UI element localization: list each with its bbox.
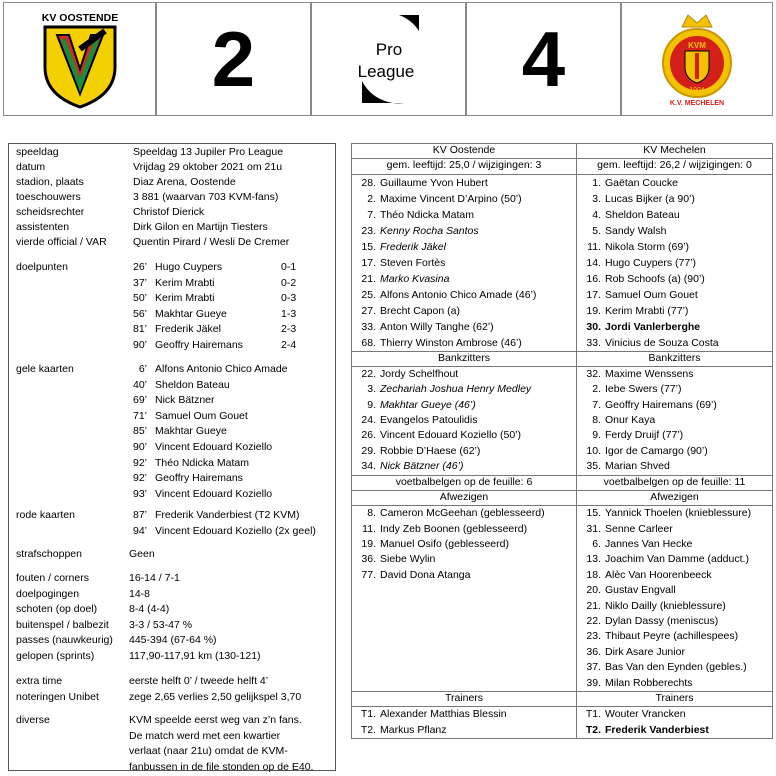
list-item: 2. Iebe Swers (77’): [592, 383, 682, 396]
stat-label: buitenspel / balbezit: [16, 618, 109, 631]
list-item: 14. Hugo Cuypers (77’): [586, 256, 697, 269]
yellow-minute: 93’: [132, 487, 147, 500]
list-item: 1. Gaëtan Coucke: [592, 176, 678, 189]
yellow-player: Alfons Antonio Chico Amade: [155, 363, 288, 375]
yellow-player: Nick Bätzner: [155, 394, 215, 407]
goal-player: Hugo Cuypers: [155, 261, 223, 273]
list-item: 21. Niklo Dailly (knieblessure): [586, 599, 726, 612]
extra-value: eerste helft 0’ / tweede helft 4’: [129, 675, 269, 687]
list-item: 22. Jordy Schelfhout: [361, 367, 459, 380]
away-bench-title: Bankzitters: [577, 351, 773, 366]
list-item: 36. Dirk Asare Junior: [586, 645, 685, 658]
list-item: 7. Geoffry Hairemans (69’): [592, 398, 717, 411]
list-item: 36. Siebe Wylin: [361, 553, 436, 566]
list-item: 30. Jordi Vanlerberghe: [586, 320, 701, 333]
list-item: 33. Vinicius de Souza Costa: [586, 336, 719, 349]
home-age-info: gem. leeftijd: 25,0 / wijzigingen: 3: [352, 159, 577, 174]
list-item: 23. Thibaut Peyre (achillespees): [586, 630, 739, 643]
yellow-minute: 6’: [138, 363, 147, 375]
list-item: 20. Gustav Engvall: [586, 584, 676, 597]
goal-minute: 90’: [132, 339, 147, 351]
away-starters: [577, 174, 773, 351]
yellow-player: Sheldon Bateau: [155, 378, 230, 391]
info-label: assistenten: [16, 221, 70, 233]
list-item: 2. Maxime Vincent D’Arpino (50’): [367, 192, 522, 205]
home-eligible: voetbalbelgen op de feuille: 6: [352, 475, 577, 490]
stat-label: fouten / corners: [16, 572, 89, 584]
yellow-player: Vincent Edouard Koziello: [155, 487, 273, 500]
goal-score: 0-3: [281, 292, 297, 305]
diverse-text: verlaat (naar 21u) omdat de KVM-: [129, 745, 288, 758]
goal-player: Geoffry Hairemans: [155, 339, 243, 351]
away-logo-box: [621, 2, 773, 116]
list-item: 28. Guillaume Yvon Hubert: [361, 176, 488, 189]
list-item: 17. Samuel Oum Gouet: [586, 288, 698, 301]
goal-player: Kerim Mrabti: [155, 276, 215, 289]
yellow-minute: 92’: [132, 472, 147, 485]
list-item: 10. Igor de Camargo (90’): [586, 444, 708, 457]
home-team-name: KV Oostende: [352, 144, 577, 159]
list-item: 27. Brecht Capon (a): [361, 304, 460, 317]
list-item: 35. Marian Shved: [586, 460, 670, 473]
stat-label: doelpogingen: [16, 587, 80, 600]
yellow-label: gele kaarten: [16, 363, 74, 375]
list-item: 18. Alèc Van Hoorenbeeck: [586, 568, 712, 581]
yellow-minute: 40’: [132, 378, 147, 391]
home-trainers: [352, 707, 577, 739]
goals-label: doelpunten: [16, 261, 68, 273]
home-score: 2: [211, 14, 256, 103]
list-item: 29. Robbie D’Haese (62’): [361, 444, 481, 457]
goal-player: Kerim Mrabti: [155, 292, 215, 305]
list-item: 8. Onur Kaya: [592, 414, 656, 427]
info-value: Dirk Gilon en Martijn Tiesters: [133, 221, 268, 233]
info-label: speeldag: [16, 146, 59, 158]
away-logo-year: 1904: [689, 87, 705, 94]
yellow-minute: 92’: [132, 456, 147, 469]
info-label: vierde official / VAR: [16, 236, 107, 248]
list-item: 68. Thierry Winston Ambrose (46’): [361, 336, 522, 349]
yellow-minute: 71’: [132, 409, 147, 422]
info-value: 3 881 (waarvan 703 KVM-fans): [133, 191, 279, 203]
list-item: 13. Joachim Van Damme (adduct.): [586, 553, 749, 566]
diverse-label: diverse: [16, 714, 50, 726]
diverse-text: KVM speelde eerst weg van z’n fans.: [129, 714, 302, 726]
list-item: 15. Yannick Thoelen (knieblessure): [586, 507, 752, 520]
list-item: T1. Alexander Matthias Blessin: [360, 708, 507, 721]
list-item: 37. Bas Van den Eynden (gebles.): [586, 661, 747, 674]
info-value: Speeldag 13 Jupiler Pro League: [133, 146, 284, 158]
away-score-box: [466, 2, 621, 116]
diverse-text: De match werd met een kwartier: [129, 729, 281, 742]
pro-league-logo: [334, 11, 444, 107]
away-score: 4: [521, 14, 566, 103]
goal-minute: 56’: [132, 307, 147, 320]
list-item: 7. Théo Ndicka Matam: [367, 208, 474, 221]
red-player: Vincent Edouard Koziello (2x geel): [155, 524, 316, 537]
yellow-player: Théo Ndicka Matam: [155, 456, 249, 469]
list-item: 6. Jannes Van Hecke: [592, 538, 693, 550]
away-age-info: gem. leeftijd: 26,2 / wijzigingen: 0: [577, 159, 773, 174]
list-item: 32. Maxime Wenssens: [586, 367, 694, 380]
list-item: 4. Sheldon Bateau: [592, 208, 680, 221]
info-value: Vrijdag 29 oktober 2021 om 21u: [133, 161, 283, 173]
goal-minute: 26’: [132, 261, 147, 273]
goal-player: Makhtar Gueye: [155, 307, 227, 320]
league-line2: League: [357, 62, 414, 81]
goal-minute: 37’: [132, 276, 147, 289]
list-item: 77. David Dona Atanga: [361, 568, 471, 581]
yellow-player: Geoffry Hairemans: [155, 472, 243, 485]
diverse-text: fanbussen in de file stonden op de E40.: [129, 760, 314, 773]
kv-mechelen-logo: [652, 9, 742, 109]
goal-score: 2-4: [281, 339, 297, 351]
red-label: rode kaarten: [16, 509, 75, 521]
info-label: scheidsrechter: [16, 206, 85, 218]
stat-label: passes (nauwkeurig): [16, 634, 113, 647]
yellow-player: Vincent Edouard Koziello: [155, 441, 273, 453]
stat-value: 445-394 (67-64 %): [129, 634, 217, 647]
list-item: 3. Zechariah Joshua Henry Medley: [367, 383, 532, 396]
red-minute: 87’: [132, 509, 147, 521]
info-value: Quentin Pirard / Wesli De Cremer: [133, 236, 290, 248]
home-absent-title: Afwezigen: [352, 490, 577, 505]
list-item: 39. Milan Robberechts: [586, 676, 693, 689]
away-absent-title: Afwezigen: [577, 490, 773, 505]
stat-value: 14-8: [129, 587, 151, 600]
penalties-label: strafschoppen: [16, 548, 82, 560]
away-absent: [577, 506, 773, 692]
away-trainers: [577, 707, 773, 739]
list-item: 9. Makhtar Gueye (46’): [367, 398, 476, 411]
list-item: 23. Kenny Rocha Santos: [361, 224, 479, 237]
list-item: 3. Lucas Bijker (a 90’): [592, 192, 695, 205]
list-item: 19. Manuel Osifo (geblesseerd): [361, 538, 509, 550]
match-info-panel: [8, 143, 336, 771]
home-starters: [352, 174, 577, 351]
home-logo-text: KV OOSTENDE: [41, 12, 118, 24]
list-item: 25. Alfons Antonio Chico Amade (46’): [361, 288, 537, 301]
stat-label: gelopen (sprints): [16, 650, 95, 662]
home-score-box: [156, 2, 311, 116]
stat-value: 8-4 (4-4): [129, 603, 170, 616]
list-item: 16. Rob Schoofs (a) (90’): [586, 272, 705, 285]
list-item: T2. Frederik Vanderbiest: [585, 723, 709, 736]
list-item: 33. Anton Willy Tanghe (62’): [361, 320, 494, 333]
list-item: 5. Sandy Walsh: [592, 224, 667, 237]
list-item: 24. Evangelos Patoulidis: [361, 414, 478, 427]
info-label: stadion, plaats: [16, 176, 84, 188]
away-eligible: voetbalbelgen op de feuille: 11: [577, 475, 773, 490]
away-team-name: KV Mechelen: [577, 144, 773, 159]
list-item: T1. Wouter Vrancken: [585, 708, 686, 721]
list-item: 34. Nick Bätzner (46’): [361, 460, 464, 473]
list-item: 19. Kerim Mrabti (77’): [586, 304, 689, 317]
stat-value: 3-3 / 53-47 %: [129, 618, 193, 631]
goal-minute: 50’: [132, 292, 147, 305]
stat-value: 16-14 / 7-1: [129, 572, 180, 584]
goal-player: Frederik Jäkel: [155, 323, 221, 336]
extra-label: extra time: [16, 675, 63, 687]
red-player: Frederik Vanderbiest (T2 KVM): [155, 509, 300, 521]
goal-score: 0-2: [281, 276, 297, 289]
list-item: 11. Nikola Storm (69’): [587, 240, 690, 253]
list-item: 22. Dylan Dassy (meniscus): [586, 614, 719, 627]
list-item: 15. Frederik Jäkel: [361, 240, 446, 253]
stat-label: schoten (op doel): [16, 603, 98, 616]
yellow-player: Samuel Oum Gouet: [155, 409, 248, 422]
list-item: 8. Cameron McGeehan (geblesseerd): [367, 507, 545, 520]
list-item: T2. Markus Pflanz: [360, 723, 447, 736]
extra-label: noteringen Unibet: [16, 690, 99, 703]
yellow-player: Makhtar Gueye: [155, 425, 227, 438]
lineups-table: [351, 143, 773, 739]
goal-score: 0-1: [281, 261, 297, 273]
home-trainers-title: Trainers: [352, 691, 577, 706]
kv-oostende-logo: [35, 9, 125, 109]
away-logo-text: KVM: [688, 41, 706, 50]
yellow-minute: 90’: [132, 441, 147, 453]
info-label: toeschouwers: [16, 191, 81, 203]
away-logo-bottom: K.V. MECHELEN: [669, 100, 725, 107]
red-minute: 94’: [132, 524, 147, 537]
home-bench: [352, 366, 577, 475]
yellow-minute: 85’: [132, 425, 147, 438]
list-item: 26. Vincent Edouard Koziello (50’): [361, 429, 522, 442]
info-label: datum: [16, 161, 46, 173]
info-value: Diaz Arena, Oostende: [133, 176, 236, 188]
home-bench-title: Bankzitters: [352, 351, 577, 366]
away-bench: [577, 366, 773, 475]
home-absent: [352, 506, 577, 692]
away-trainers-title: Trainers: [577, 691, 773, 706]
list-item: 21. Marko Kvasina: [361, 272, 450, 285]
list-item: 31. Senne Carleer: [586, 522, 673, 535]
stat-value: 117,90-117,91 km (130-121): [129, 650, 261, 662]
goal-score: 2-3: [281, 323, 297, 336]
yellow-minute: 69’: [132, 394, 147, 407]
home-logo-box: [3, 2, 156, 116]
list-item: 11. Indy Zeb Boonen (geblesseerd): [362, 522, 528, 535]
list-item: 17. Steven Fortès: [361, 256, 446, 269]
info-value: Christof Dierick: [133, 206, 205, 218]
goal-minute: 81’: [132, 323, 147, 336]
penalties-value: Geen: [129, 548, 155, 560]
league-logo-box: [311, 2, 466, 116]
league-line1: Pro: [375, 40, 402, 59]
goal-score: 1-3: [281, 307, 297, 320]
extra-value: zege 2,65 verlies 2,50 gelijkspel 3,70: [129, 690, 302, 703]
list-item: 9. Ferdy Druijf (77’): [592, 429, 684, 442]
